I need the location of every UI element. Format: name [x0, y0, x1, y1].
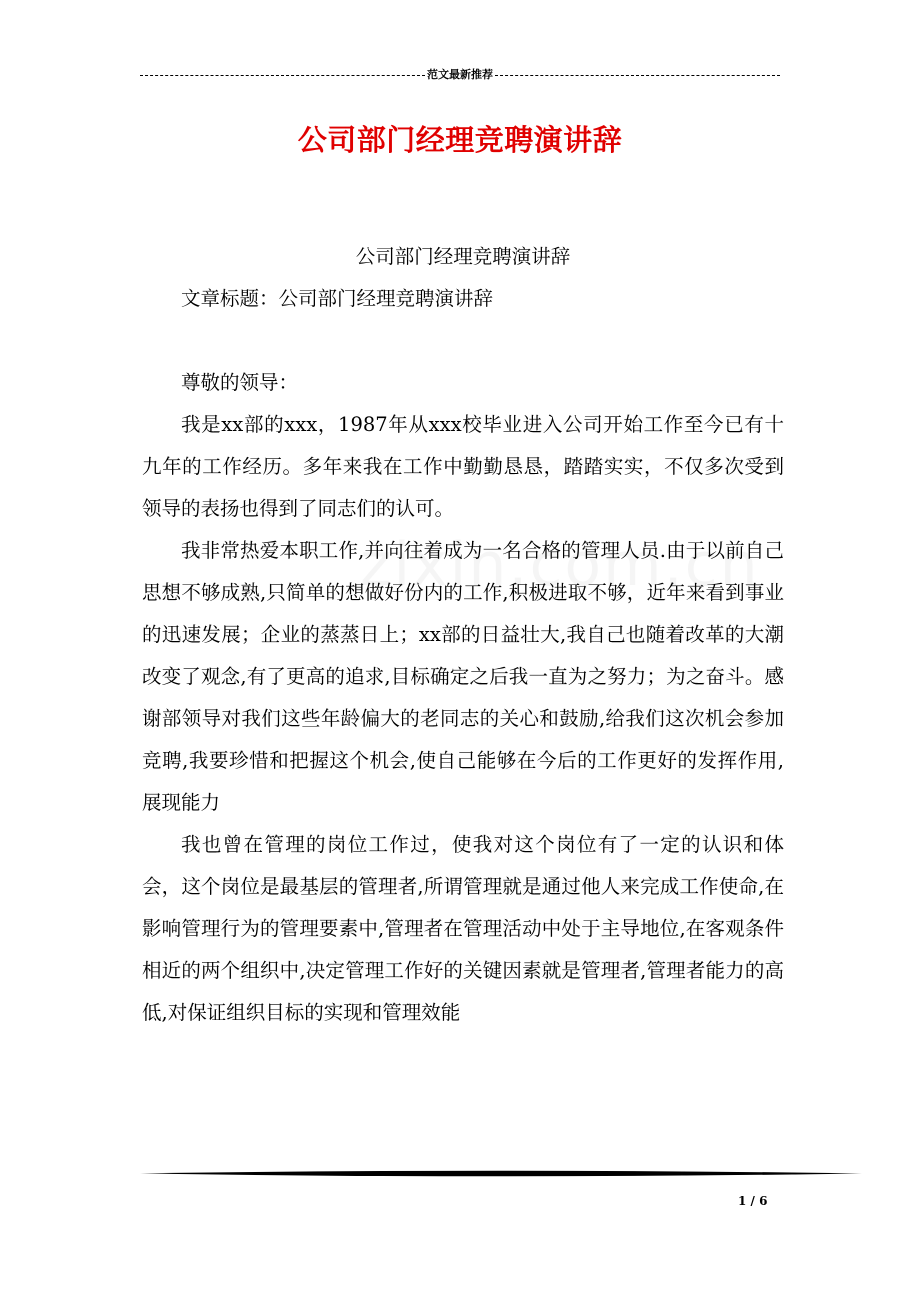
paragraph: 我是xx部的xxx，1987年从xxx校毕业进入公司开始工作至今已有十九年的工作经历。多年来我在工作中勤勤恳恳，踏踏实实，不仅多次受到领导的表扬也得到了同志们的认可。 — [142, 413, 784, 520]
document-subtitle: 公司部门经理竞聘演讲辞 — [355, 245, 571, 268]
blank-line — [142, 320, 784, 362]
footer-rule — [140, 1169, 862, 1178]
greeting: 尊敬的领导： — [181, 371, 299, 394]
header-label: 范文最新推荐 — [427, 68, 493, 81]
paragraph: 我也曾在管理的岗位工作过，使我对这个岗位有了一定的认识和体会，这个岗位是最基层的管理者,所谓管理就是通过他人来完成工作使命,在影响管理行为的管理要素中,管理者在管理活动中处于主导地位,在客观条件相近的两个组织中,决定管理工作好的关键因素就是管理者,管理者能力的高低,对保证组织目标的实现和管理效能 — [142, 833, 784, 1024]
document-title: 公司部门经理竞聘演讲辞 — [297, 123, 623, 157]
paragraph: 我非常热爱本职工作,并向往着成为一名合格的管理人员.由于以前自己思想不够成熟,只简单的想做好份内的工作,积极进取不够，近年来看到事业的迅速发展；企业的蒸蒸日上；xx部的日益壮大,我自己也随着改革的大潮改变了观念,有了更高的追求,目标确定之后我一直为之努力；为之奋斗。感谢部领导对我们这些年龄偏大的老同志的关心和鼓励,给我们这次机会参加竞聘,我要珍惜和把握这个机会,使自己能够在今后的工作更好的发挥作用,展现能力 — [142, 539, 784, 814]
page-number: 1 / 6 — [738, 1194, 768, 1208]
header-dash-left — [140, 75, 425, 76]
document-body — [142, 236, 784, 1034]
article-title-line: 文章标题：公司部门经理竞聘演讲辞 — [181, 287, 494, 310]
running-header — [140, 68, 780, 82]
header-dash-right — [495, 75, 780, 76]
